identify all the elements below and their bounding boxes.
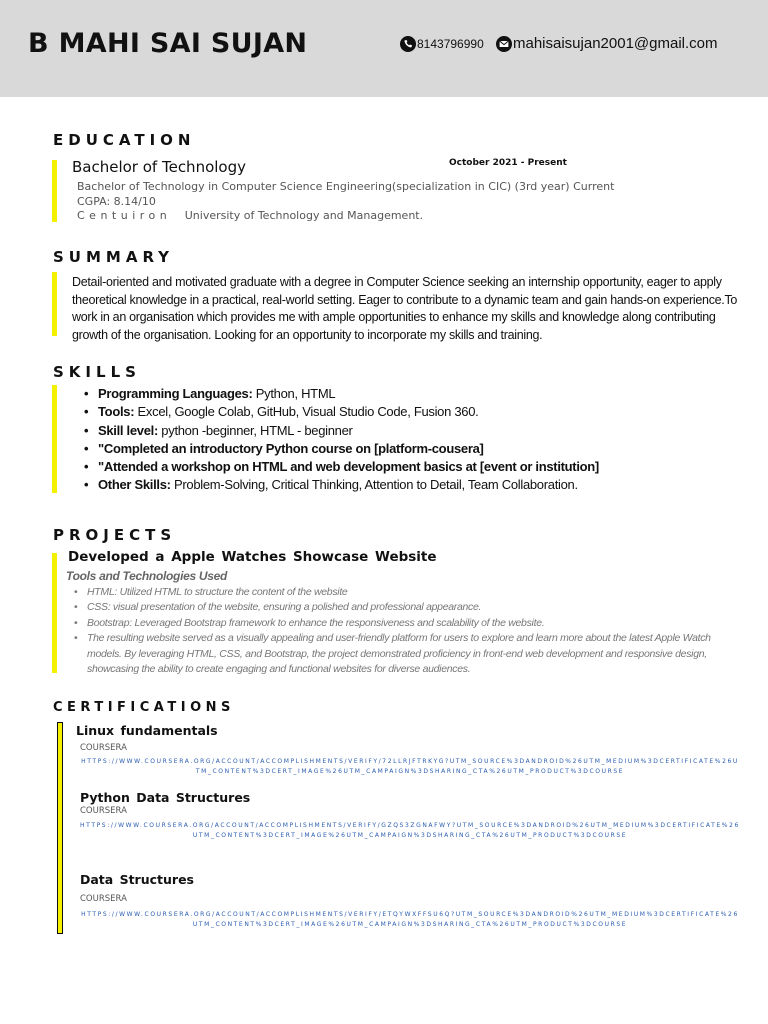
phone-contact[interactable] [400, 36, 484, 52]
skill-item: • Other Skills: Problem-Solving, Critical Thinking, Attention to Detail, Team Collaboration. [80, 476, 599, 494]
cert-title-python-data-structures: Python Data Structures [80, 790, 251, 805]
degree-description: Bachelor of Technology in Computer Science Engineering(specialization in CIC) (3rd year) Current [77, 180, 615, 193]
email-address: mahisaisujan2001@gmail.com [513, 35, 718, 52]
education-heading: EDUCATION [53, 131, 196, 149]
email-contact[interactable] [496, 35, 718, 52]
skill-item: • "Attended a workshop on HTML and web development basics at [event or institution] [80, 458, 599, 476]
certifications-heading: CERTIFICATIONS [53, 700, 235, 715]
cert-org-python-data-structures: COURSERA [80, 806, 127, 816]
candidate-name: B MAHI SAI SUJAN [28, 28, 308, 59]
summary-accent-bar [52, 272, 57, 336]
certifications-accent-bar [57, 722, 63, 934]
education-date: October 2021 - Present [449, 158, 567, 168]
projects-heading: PROJECTS [53, 526, 177, 544]
projects-accent-bar [52, 553, 57, 673]
education-accent-bar [52, 160, 57, 222]
envelope-icon [496, 36, 512, 52]
skill-item: • "Completed an introductory Python course on [platform-cousera] [80, 440, 599, 458]
summary-text: Detail-oriented and motivated graduate with a degree in Computer Science seeking an internship opportunity, eager to apply theoretical knowledge in a practical, real-world setting. Eager to contribute to a dynamic team and gain hands-on experience.To work in an organisation which provides me with ample opportunities to enhance my skills and knowledge along contributing growth of the organisation. Looking for an opportunity to incorporate my skills and training. [72, 275, 738, 342]
institution-name: University of Technology and Management. [184, 209, 424, 222]
phone-icon [400, 36, 416, 52]
skills-list [80, 385, 599, 495]
cgpa: CGPA: 8.14/10 [77, 195, 156, 208]
degree-title: Bachelor of Technology [72, 158, 246, 176]
skills-heading: SKILLS [53, 363, 141, 381]
skill-item: • Programming Languages: Python, HTML [80, 385, 599, 403]
phone-number: 8143796990 [417, 37, 484, 51]
list-item: • The resulting website served as a visually appealing and user-friendly platform for users to explore and learn more about the latest Apple Watch models. By leveraging HTML, CSS, and Bootstrap, the project demonstrated proficiency in front-end web development and responsive design, showcasing the ability to create engaging and functional websites for diverse audiences. [72, 631, 732, 677]
cert-title-linux: Linux fundamentals [76, 723, 218, 738]
cert-org-data-structures: COURSERA [80, 894, 127, 904]
cert-link-data-structures[interactable]: HTTPS://WWW.COURSERA.ORG/ACCOUNT/ACCOMPLISHMENTS/VERIFY/ETQYWXFFSU6Q?UTM_SOURCE%3DANDROID%26UTM_MEDIUM%3DCERTIFICATE%26UTM_CONTENT%3DCERT_IMAGE%26UTM_CAMPAIGN%3DSHARING_CTA%26UTM_PRODUCT%3DCOURSE [81, 911, 739, 928]
institution-short: Centuiron [77, 209, 172, 222]
list-item: • Bootstrap: Leveraged Bootstrap framework to enhance the responsiveness and scalability of the website. [72, 616, 732, 631]
skills-accent-bar [52, 385, 57, 493]
institution-line [77, 209, 423, 222]
list-item: • HTML: Utilized HTML to structure the content of the website [72, 585, 732, 600]
skill-item: • Tools: Excel, Google Colab, GitHub, Visual Studio Code, Fusion 360. [80, 403, 599, 421]
list-item: • CSS: visual presentation of the website, ensuring a polished and professional appearance. [72, 600, 732, 615]
project-title: Developed a Apple Watches Showcase Website [68, 549, 437, 565]
summary-heading: SUMMARY [53, 248, 175, 266]
cert-title-data-structures: Data Structures [80, 872, 194, 887]
project-details-list [72, 585, 732, 677]
cert-link-linux[interactable]: HTTPS://WWW.COURSERA.ORG/ACCOUNT/ACCOMPLISHMENTS/VERIFY/72LLRJFTRKYG?UTM_SOURCE%3DANDROID%26UTM_MEDIUM%3DCERTIFICATE%26UTM_CONTENT%3DCERT_IMAGE%26UTM_CAMPAIGN%3DSHARING_CTA%26UTM_PRODUCT%3DCOURSE [81, 758, 739, 775]
project-subtitle: Tools and Technologies Used [66, 569, 228, 583]
skill-item: • Skill level: python -beginner, HTML - beginner [80, 422, 599, 440]
header-banner [0, 0, 768, 97]
cert-org-linux: COURSERA [80, 743, 127, 753]
cert-link-python-data-structures[interactable]: HTTPS://WWW.COURSERA.ORG/ACCOUNT/ACCOMPLISHMENTS/VERIFY/GZQS3ZGNAFWY?UTM_SOURCE%3DANDROID%26UTM_MEDIUM%3DCERTIFICATE%26UTM_CONTENT%3DCERT_IMAGE%26UTM_CAMPAIGN%3DSHARING_CTA%26UTM_PRODUCT%3DCOURSE [80, 822, 740, 839]
